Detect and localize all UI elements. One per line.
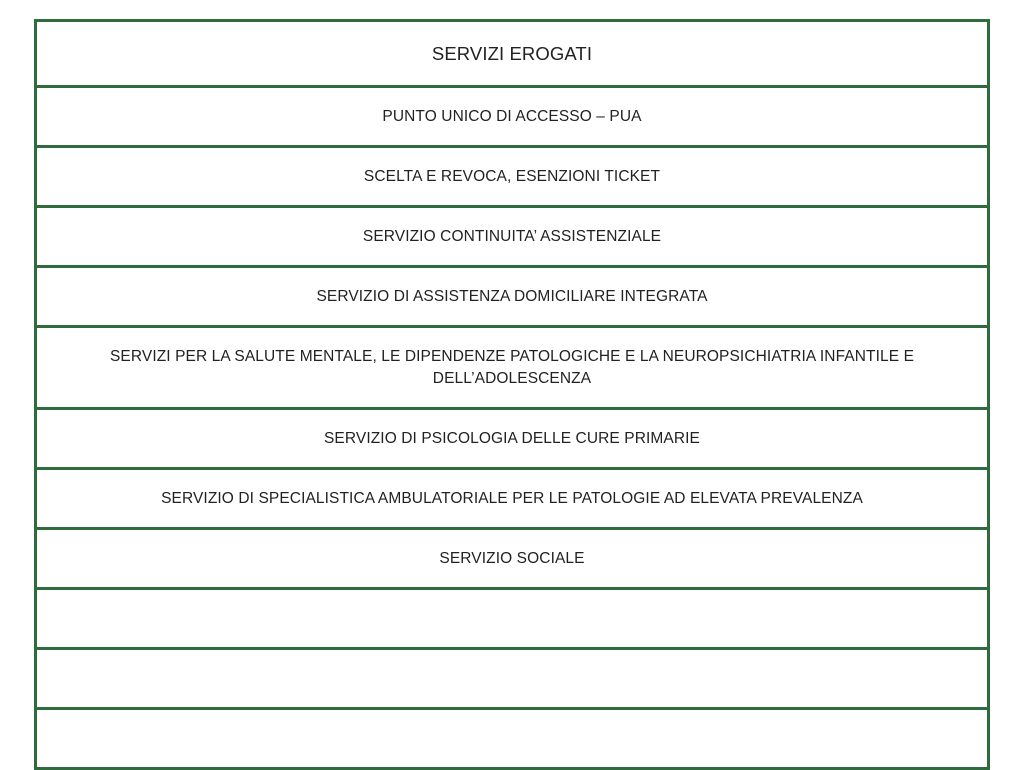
table-header-cell: SERVIZI EROGATI: [36, 21, 989, 87]
service-cell-specialistica: SERVIZIO DI SPECIALISTICA AMBULATORIALE PER LE PATOLOGIE AD ELEVATA PREVALENZA: [36, 469, 989, 529]
table-row: [36, 469, 989, 529]
table-row: [36, 207, 989, 267]
service-cell-salute-mentale: SERVIZI PER LA SALUTE MENTALE, LE DIPENDENZE PATOLOGICHE E LA NEUROPSICHIATRIA INFANTILE E DELL’ADOLESCENZA: [36, 327, 989, 409]
service-cell-continuita: SERVIZIO CONTINUITA’ ASSISTENZIALE: [36, 207, 989, 267]
table-row: [36, 649, 989, 709]
empty-cell: [36, 709, 989, 769]
table-row: [36, 409, 989, 469]
table-row: [36, 589, 989, 649]
service-cell-pua: PUNTO UNICO DI ACCESSO – PUA: [36, 87, 989, 147]
service-cell-psicologia: SERVIZIO DI PSICOLOGIA DELLE CURE PRIMARIE: [36, 409, 989, 469]
table-row: [36, 529, 989, 589]
table-row: [36, 87, 989, 147]
empty-cell: [36, 589, 989, 649]
table-row: [36, 147, 989, 207]
empty-cell: [36, 649, 989, 709]
service-cell-sociale: SERVIZIO SOCIALE: [36, 529, 989, 589]
table-row: [36, 709, 989, 769]
table-row: [36, 267, 989, 327]
service-cell-scelta-revoca: SCELTA E REVOCA, ESENZIONI TICKET: [36, 147, 989, 207]
service-cell-adi: SERVIZIO DI ASSISTENZA DOMICILIARE INTEGRATA: [36, 267, 989, 327]
table-row: [36, 327, 989, 409]
table-header-row: [36, 21, 989, 87]
services-table: [34, 19, 990, 770]
